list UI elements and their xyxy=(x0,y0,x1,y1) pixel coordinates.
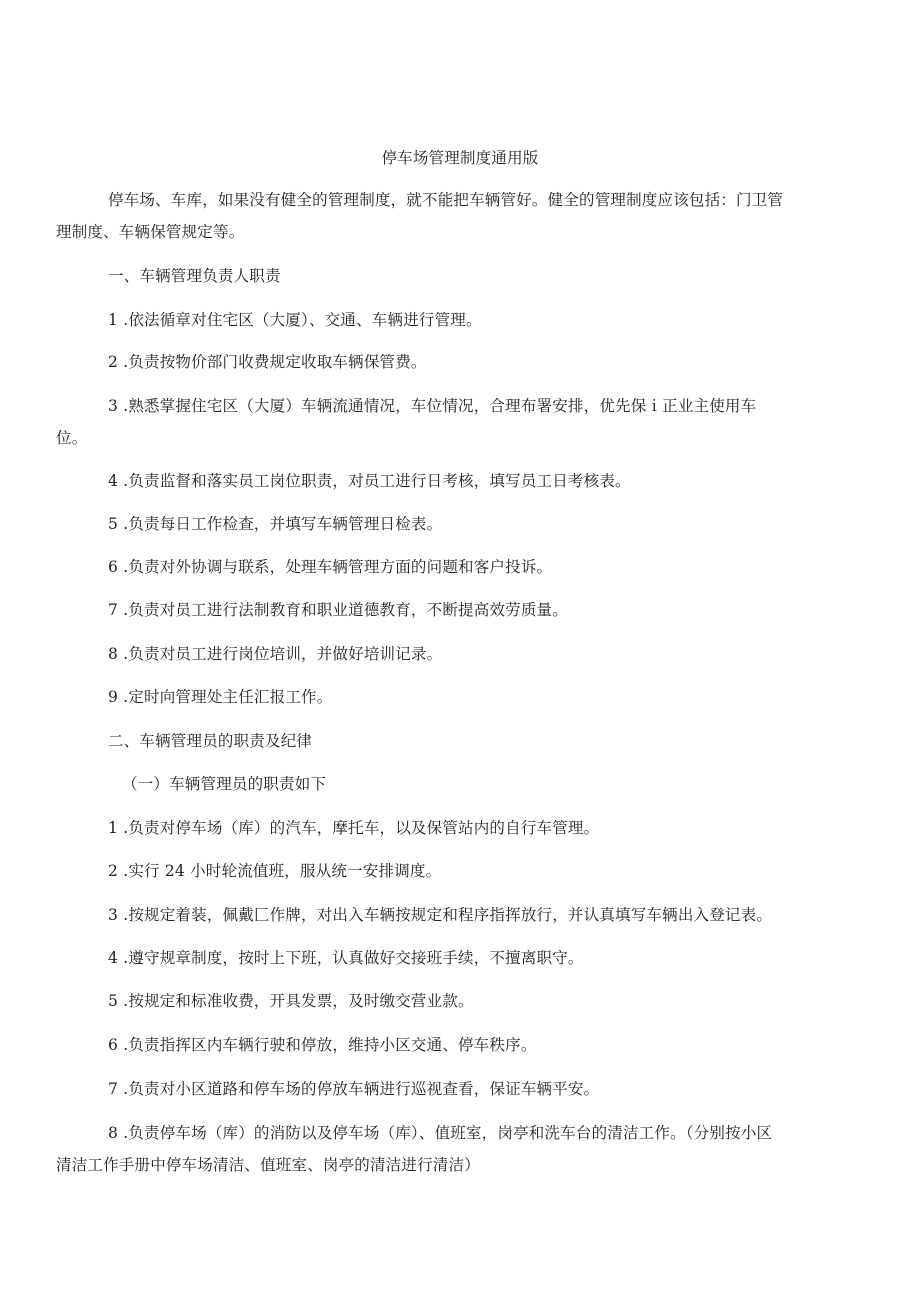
section-1-item-6: 6 .负责对外协调与联系，处理车辆管理方面的问题和客户投诉。 xyxy=(108,558,553,576)
section-2-heading: 二、车辆管理员的职责及纪律 xyxy=(108,732,313,750)
document-title: 停车场管理制度通用版 xyxy=(381,149,539,167)
section-1-heading: 一、车辆管理负责人职责 xyxy=(108,267,281,285)
section-1-item-8: 8 .负责对员工进行岗位培训，并做好培训记录。 xyxy=(108,645,443,663)
section-2-item-5: 5 .按规定和标准收费，开具发票，及时缴交营业款。 xyxy=(108,992,474,1010)
intro-paragraph-line-2: 理制度、车辆保管规定等。 xyxy=(56,223,245,241)
section-2-item-2: 2 .实行 24 小时轮流值班，服从统一安排调度。 xyxy=(108,862,442,880)
section-2-item-8-line-1: 8 .负责停车场（库）的消防以及停车场（库）、值班室，岗亭和洗车台的清洁工作。（分别按小区 xyxy=(108,1124,773,1142)
section-1-item-3-line-1: 3 .熟悉掌握住宅区（大厦）车辆流通情况，车位情况，合理布署安排，优先保ｉ正业主使用车 xyxy=(108,397,757,415)
section-2-item-8-line-2: 清洁工作手册中停车场清洁、值班室、岗亭的清洁进行清洁） xyxy=(56,1156,480,1174)
section-2-item-6: 6 .负责指挥区内车辆行驶和停放，维持小区交通、停车秩序。 xyxy=(108,1036,537,1054)
section-2-item-7: 7 .负责对小区道路和停车场的停放车辆进行巡视查看，保证车辆平安。 xyxy=(108,1080,600,1098)
section-1-item-4: 4 .负责监督和落实员工岗位职责，对员工进行日考核，填写员工日考核表。 xyxy=(108,472,631,490)
section-1-item-2: 2 .负责按物价部门收费规定收取车辆保管费。 xyxy=(108,353,427,371)
section-1-item-9: 9 .定时向管理处主任汇报工作。 xyxy=(108,688,333,706)
section-2-item-4: 4 .遵守规章制度，按时上下班，认真做好交接班手续，不擅离职守。 xyxy=(108,949,584,967)
section-2-subheading: （一）车辆管理员的职责如下 xyxy=(122,775,327,793)
section-2-item-1: 1 .负责对停车场（库）的汽车，摩托车，以及保管站内的自行车管理。 xyxy=(108,819,600,837)
section-1-item-1: 1 .依法循章对住宅区（大厦）、交通、车辆进行管理。 xyxy=(108,311,482,329)
section-1-item-7: 7 .负责对员工进行法制教育和职业道德教育，不断提高效劳质量。 xyxy=(108,601,568,619)
section-1-item-5: 5 .负责每日工作检查，并填写车辆管理日检表。 xyxy=(108,515,443,533)
intro-paragraph-line-1: 停车场、车库，如果没有健全的管理制度，就不能把车辆管好。健全的管理制度应该包括：门卫管 xyxy=(108,191,784,209)
section-2-item-3: 3 .按规定着装，佩戴匚作牌，对出入车辆按规定和程序指挥放行，并认真填写车辆出入登记表。 xyxy=(108,906,773,924)
section-1-item-3-line-2: 位。 xyxy=(56,429,88,447)
